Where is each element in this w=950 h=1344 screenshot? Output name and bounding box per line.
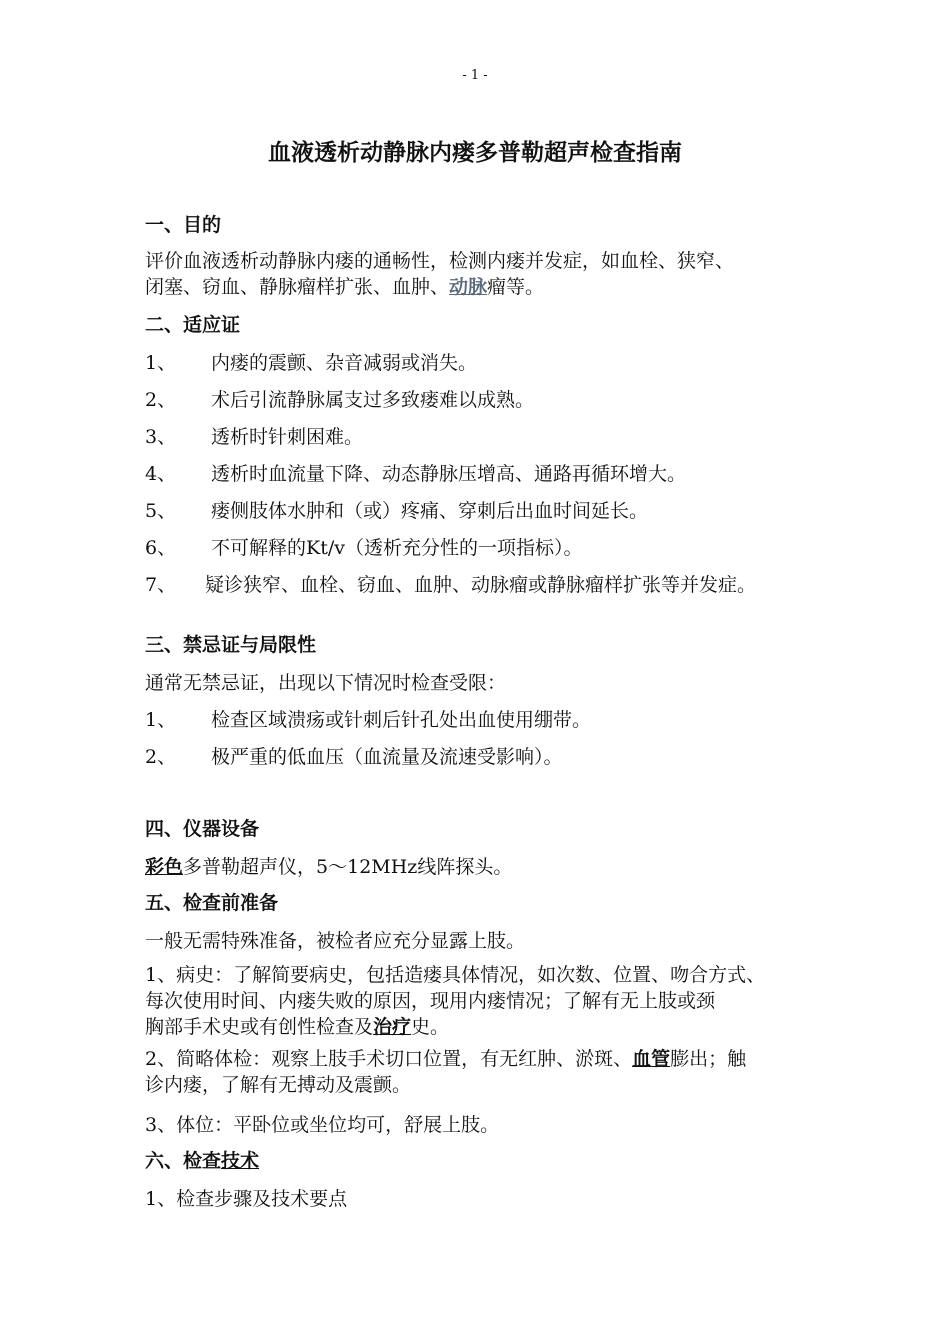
limitation-item bbox=[145, 742, 835, 769]
artery-link[interactable]: 动脉 bbox=[449, 276, 488, 298]
item-number: 4、 bbox=[145, 463, 177, 485]
history-line-3 bbox=[145, 1014, 825, 1040]
item-text: 透析时血流量下降、动态静脉压增高、通路再循环增大。 bbox=[211, 463, 687, 485]
history-paragraph bbox=[145, 962, 825, 1040]
section-heading-equipment: 四、仪器设备 bbox=[145, 818, 260, 840]
item-number: 2、 bbox=[145, 389, 177, 411]
exam-paragraph bbox=[145, 1046, 825, 1098]
purpose-line-2-text: 闭塞、窃血、静脉瘤样扩张、血肿、 bbox=[145, 276, 450, 298]
section-heading-purpose: 一、目的 bbox=[145, 214, 222, 236]
preparation-intro: 一般无需特殊准备，被检者应充分显露上肢。 bbox=[145, 930, 526, 952]
position-paragraph: 3、体位：平卧位或坐位均可，舒展上肢。 bbox=[145, 1114, 500, 1136]
equipment-text: 多普勒超声仪，5～12MHz线阵探头。 bbox=[183, 856, 513, 878]
page-number: - 1 - bbox=[462, 68, 488, 83]
limitation-item bbox=[145, 705, 835, 732]
indication-item bbox=[145, 385, 835, 412]
item-number: 1、 bbox=[145, 709, 177, 731]
exam-line-1-tail: 膨出；触 bbox=[670, 1048, 747, 1070]
history-line-3-tail: 史。 bbox=[411, 1016, 450, 1038]
purpose-line-1: 评价血液透析动静脉内瘘的通畅性，检测内瘘并发症，如血栓、狭窄、 bbox=[145, 250, 735, 272]
history-line-1: 1、病史：了解简要病史，包括造瘘具体情况，如次数、位置、吻合方式、 bbox=[145, 964, 766, 986]
item-number: 2、 bbox=[145, 746, 177, 768]
item-text: 透析时针刺困难。 bbox=[211, 426, 364, 448]
treatment-link[interactable]: 治疗 bbox=[373, 1016, 412, 1038]
item-text: 疑诊狭窄、血栓、窃血、血肿、动脉瘤或静脉瘤样扩张等并发症。 bbox=[205, 574, 757, 596]
purpose-line-2 bbox=[145, 274, 825, 300]
technique-link[interactable]: 技术 bbox=[221, 1150, 260, 1172]
item-number: 1、 bbox=[145, 352, 177, 374]
item-number: 6、 bbox=[145, 537, 177, 559]
equipment-paragraph bbox=[145, 852, 835, 879]
purpose-line-2-tail: 瘤等。 bbox=[487, 276, 545, 298]
item-text: 极严重的低血压（血流量及流速受影响）。 bbox=[211, 746, 563, 768]
purpose-paragraph bbox=[145, 248, 825, 300]
indication-item bbox=[145, 533, 835, 560]
section-heading-preparation: 五、检查前准备 bbox=[145, 892, 279, 914]
item-number: 7、 bbox=[145, 574, 177, 596]
section-heading-technique bbox=[145, 1146, 259, 1173]
item-number: 5、 bbox=[145, 500, 177, 522]
vessel-link[interactable]: 血管 bbox=[632, 1048, 671, 1070]
item-text: 内瘘的震颤、杂音减弱或消失。 bbox=[211, 352, 478, 374]
section-heading-indications: 二、适应证 bbox=[145, 314, 241, 336]
exam-line-1 bbox=[145, 1046, 825, 1072]
item-text: 检查区域溃疡或针刺后针孔处出血使用绷带。 bbox=[211, 709, 592, 731]
section-heading-contraindications: 三、禁忌证与局限性 bbox=[145, 634, 317, 656]
history-line-2: 每次使用时间、内瘘失败的原因，现用内瘘情况；了解有无上肢或颈 bbox=[145, 990, 716, 1012]
indication-item bbox=[145, 348, 835, 375]
color-doppler-link[interactable]: 彩色 bbox=[145, 856, 184, 878]
indication-item bbox=[145, 570, 835, 597]
document-title: 血液透析动静脉内瘘多普勒超声检查指南 bbox=[268, 140, 682, 166]
exam-line-2: 诊内瘘，了解有无搏动及震颤。 bbox=[145, 1074, 412, 1096]
indication-item bbox=[145, 496, 835, 523]
item-text: 瘘侧肢体水肿和（或）疼痛、穿刺后出血时间延长。 bbox=[211, 500, 649, 522]
item-number: 3、 bbox=[145, 426, 177, 448]
technique-heading-text: 六、检查 bbox=[145, 1150, 222, 1172]
indication-item bbox=[145, 459, 835, 486]
history-line-3-text: 胸部手术史或有创性检查及 bbox=[145, 1016, 374, 1038]
technique-step: 1、检查步骤及技术要点 bbox=[145, 1188, 348, 1210]
indication-item bbox=[145, 422, 835, 449]
item-text: 不可解释的Kt/v（透析充分性的一项指标）。 bbox=[211, 537, 583, 559]
exam-line-1-text: 2、简略体检：观察上肢手术切口位置，有无红肿、淤斑、 bbox=[145, 1048, 633, 1070]
contraindication-intro: 通常无禁忌证，出现以下情况时检查受限： bbox=[145, 672, 507, 694]
item-text: 术后引流静脉属支过多致瘘难以成熟。 bbox=[211, 389, 535, 411]
